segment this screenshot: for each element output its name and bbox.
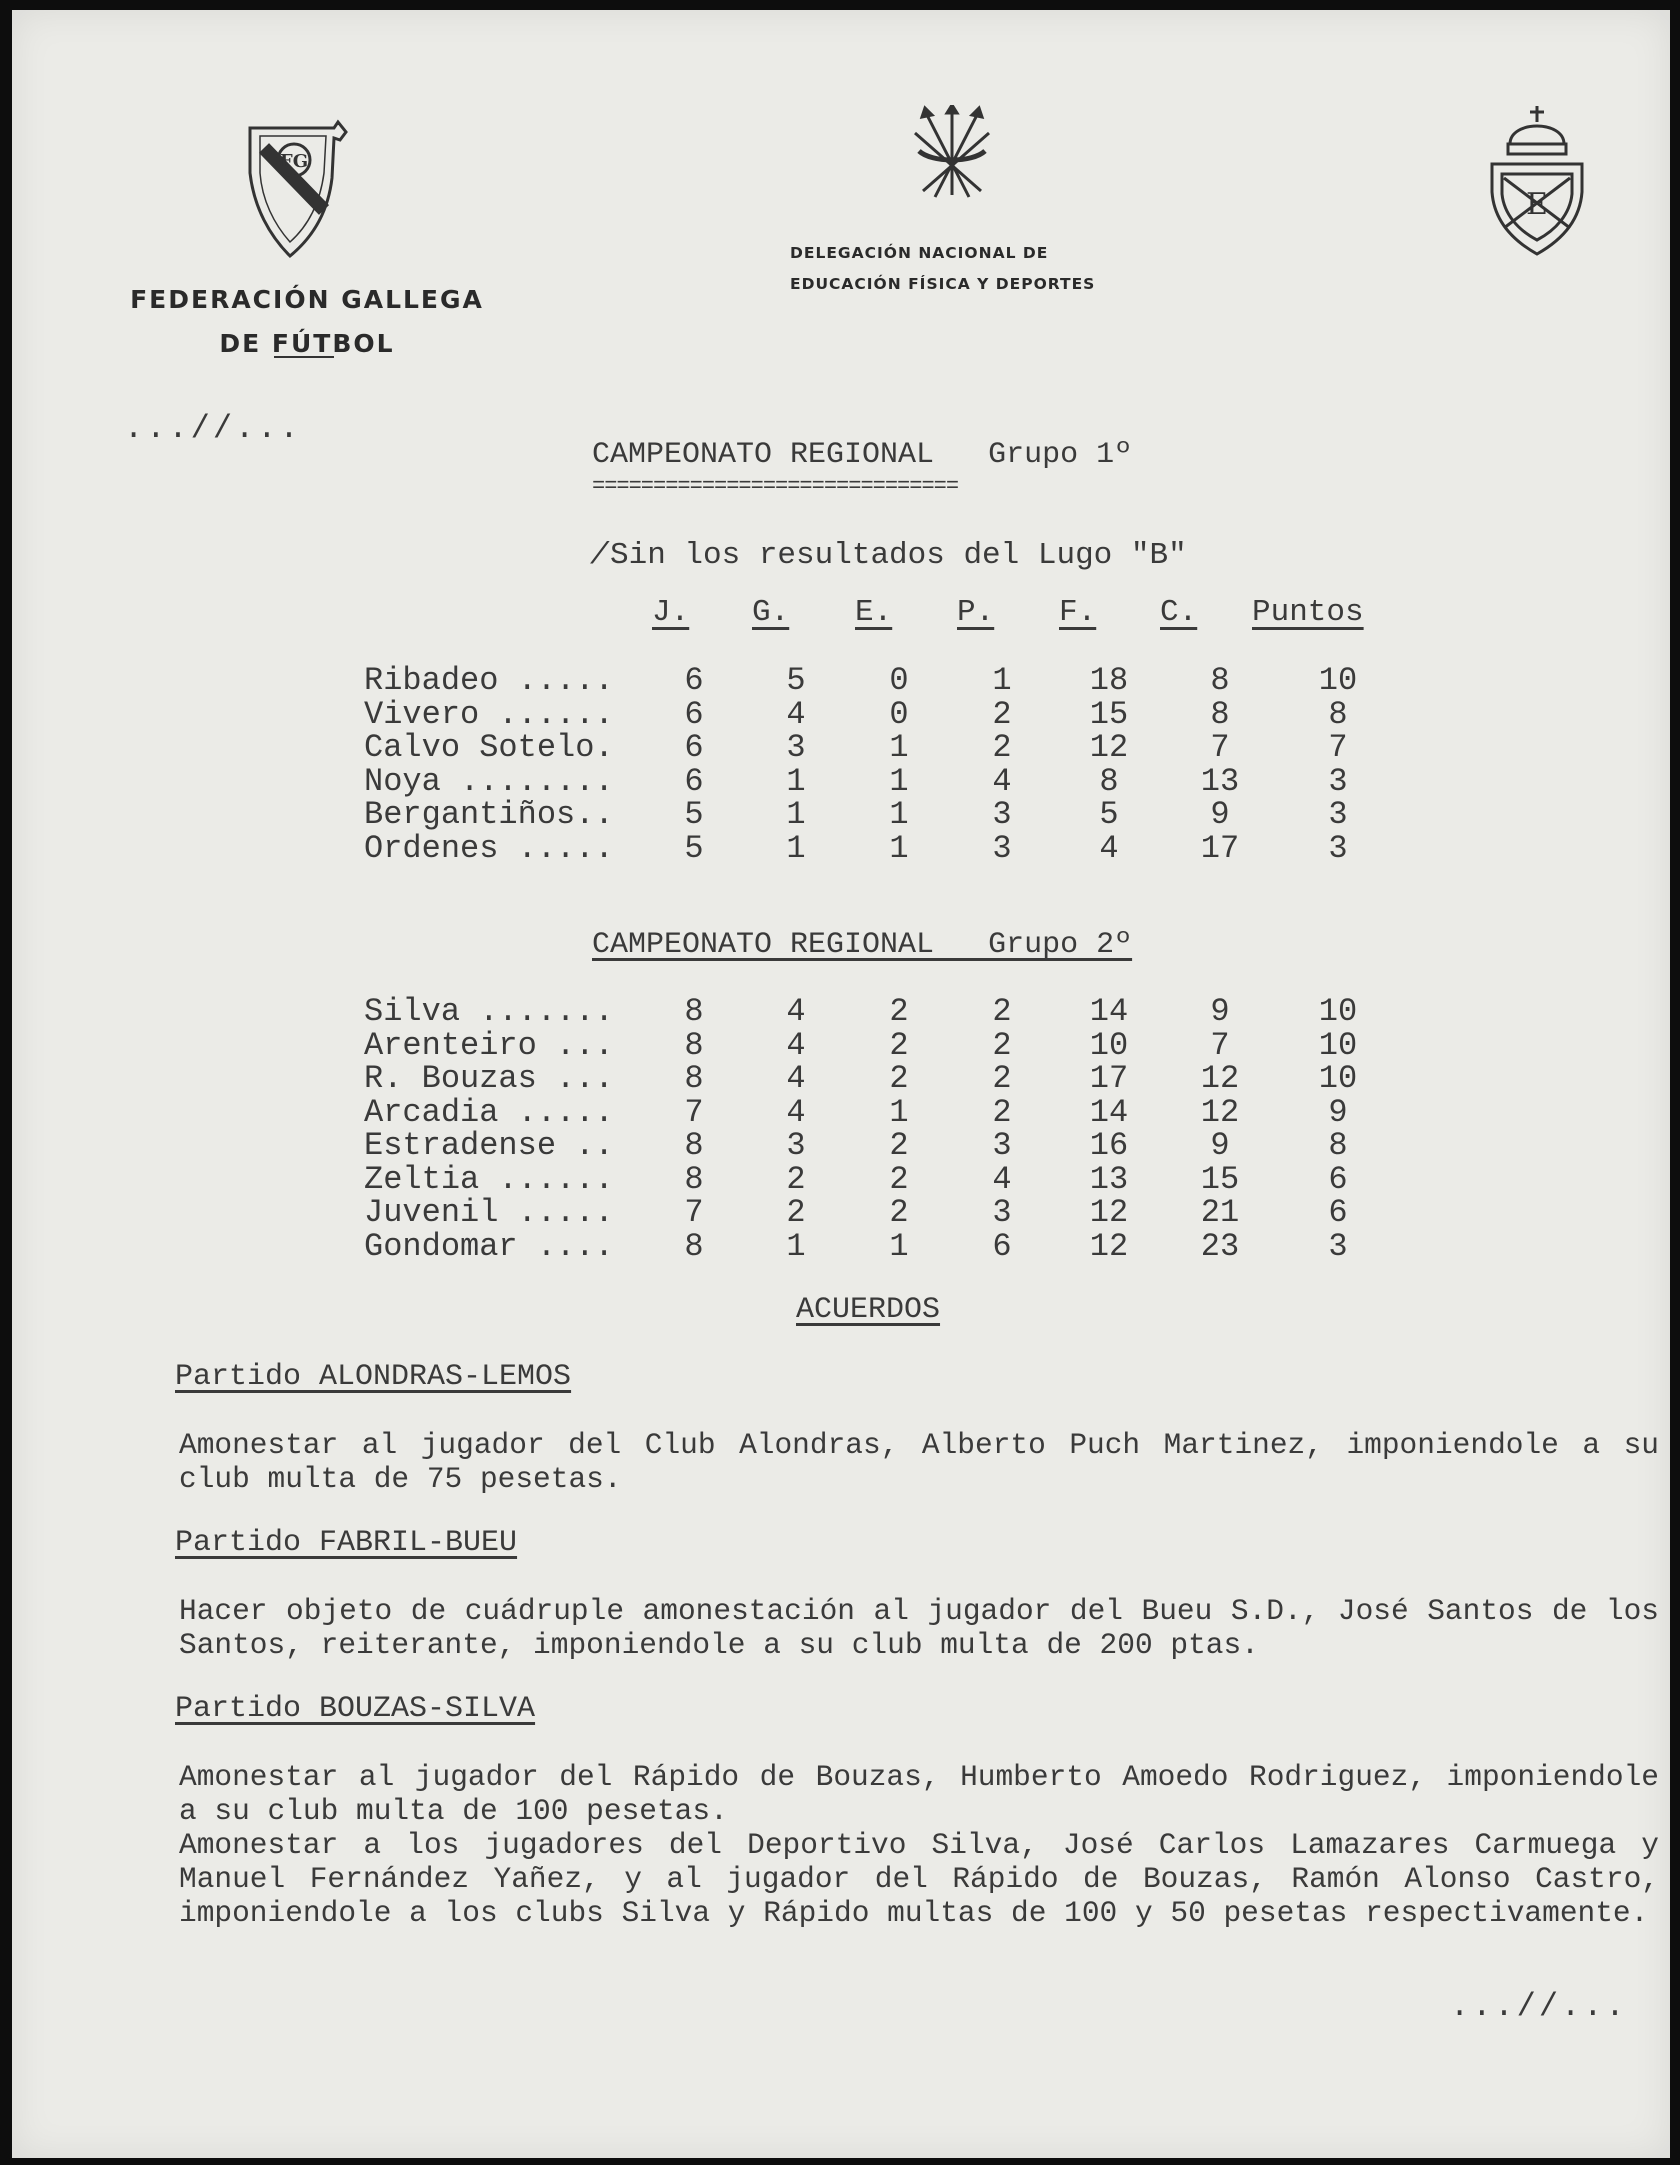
stat-cell: 17 — [1089, 1060, 1129, 1097]
stat-cell: 3 — [992, 1194, 1012, 1231]
stat-cell: 6 — [1328, 1194, 1348, 1231]
stat-cell: 15 — [1089, 695, 1129, 733]
yoke-and-arrows-icon — [907, 105, 997, 205]
stat-cell: 10 — [1318, 662, 1358, 699]
stat-cell: 2 — [889, 1194, 909, 1231]
stat-cell: 1 — [786, 796, 806, 833]
group2-title: CAMPEONATO REGIONAL Grupo 2º — [592, 928, 1133, 962]
stat-cell: 12 — [1089, 729, 1129, 766]
stat-cell: 16 — [1089, 1127, 1129, 1164]
team-name: Juvenil ..... — [364, 1194, 614, 1231]
match-2-text — [139, 1594, 1659, 1662]
match-3-paragraph-1: Amonestar al jugador del Rápido de Bouzas, Humberto Amoedo Rodriguez, imponiendole a su club multa de 100 pesetas. — [179, 1760, 1659, 1828]
stat-cell: 8 — [684, 993, 704, 1030]
stat-cell: 4 — [786, 695, 806, 733]
col-p: P. — [957, 595, 995, 630]
stat-cell: 2 — [992, 1026, 1012, 1064]
stat-cell: 2 — [889, 1060, 909, 1097]
stat-cell: 6 — [684, 762, 704, 800]
stat-cell: 1 — [889, 1227, 909, 1265]
stat-cell: 3 — [1328, 1227, 1348, 1265]
stat-cell: 3 — [992, 1127, 1012, 1164]
stat-cell: 5 — [684, 829, 704, 867]
team-name: Calvo Sotelo. — [364, 729, 614, 766]
team-name: Zeltia ...... — [364, 1160, 614, 1198]
table-row — [364, 765, 1400, 799]
stat-cell: 8 — [684, 1127, 704, 1164]
stat-cell: 15 — [1200, 1160, 1240, 1198]
stat-cell: 1 — [786, 1227, 806, 1265]
table-row — [364, 1129, 1400, 1163]
match-heading-3: Partido BOUZAS-SILVA — [175, 1692, 536, 1726]
stat-cell: 1 — [889, 796, 909, 833]
table-row — [364, 832, 1400, 866]
stat-cell: 1 — [889, 762, 909, 800]
document-page — [12, 10, 1670, 2158]
standings-header — [12, 595, 1670, 635]
match-1-paragraph-1: Amonestar al jugador del Club Alondras, Alberto Puch Martinez, imponiendole a su club multa de 75 pesetas. — [179, 1428, 1659, 1496]
table-row — [364, 1062, 1400, 1096]
stat-cell: 5 — [684, 796, 704, 833]
delegation-line-1: DELEGACIÓN NACIONAL DE — [790, 244, 1049, 262]
group1-title: CAMPEONATO REGIONAL Grupo 1º — [592, 438, 1133, 472]
table-row — [364, 731, 1400, 765]
stat-cell: 8 — [1210, 662, 1230, 699]
stat-cell: 6 — [1328, 1160, 1348, 1198]
stat-cell: 3 — [786, 729, 806, 766]
stat-cell: 2 — [889, 1127, 909, 1164]
stat-cell: 5 — [1099, 796, 1119, 833]
stat-cell: 1 — [786, 829, 806, 867]
team-name: Ordenes ..... — [364, 829, 614, 867]
table-row — [364, 1029, 1400, 1063]
stat-cell: 9 — [1210, 993, 1230, 1030]
stat-cell: 8 — [1328, 695, 1348, 733]
stat-cell: 6 — [684, 662, 704, 699]
stat-cell: 8 — [1210, 695, 1230, 733]
stat-cell: 1 — [992, 662, 1012, 699]
stat-cell: 13 — [1200, 762, 1240, 800]
stat-cell: 8 — [684, 1060, 704, 1097]
stat-cell: 2 — [889, 993, 909, 1030]
stat-cell: 6 — [684, 695, 704, 733]
svg-text:FG: FG — [279, 151, 309, 172]
col-g: G. — [752, 595, 790, 630]
group2-standings-table — [364, 995, 1400, 1263]
team-name: Arenteiro ... — [364, 1026, 614, 1064]
table-row — [364, 995, 1400, 1029]
stat-cell: 4 — [786, 1026, 806, 1064]
stat-cell: 0 — [889, 662, 909, 699]
stat-cell: 2 — [786, 1194, 806, 1231]
team-name: Gondomar .... — [364, 1227, 614, 1265]
federation-rule — [274, 356, 334, 358]
team-name: Vivero ...... — [364, 695, 614, 733]
stat-cell: 7 — [684, 1194, 704, 1231]
col-c: C. — [1160, 595, 1198, 630]
group1-standings-table — [364, 664, 1400, 865]
delegation-name — [790, 238, 1130, 300]
stat-cell: 2 — [786, 1160, 806, 1198]
match-1-text — [139, 1428, 1659, 1496]
stat-cell: 4 — [786, 1093, 806, 1131]
stat-cell: 4 — [786, 1060, 806, 1097]
stat-cell: 7 — [1210, 1026, 1230, 1064]
match-3-text — [139, 1760, 1659, 1930]
stat-cell: 4 — [786, 993, 806, 1030]
team-name: Arcadia ..... — [364, 1093, 614, 1131]
table-row — [364, 798, 1400, 832]
table-row — [364, 698, 1400, 732]
team-name: R. Bouzas ... — [364, 1060, 614, 1097]
table-row — [364, 664, 1400, 698]
stat-cell: 1 — [786, 762, 806, 800]
stat-cell: 1 — [889, 829, 909, 867]
stat-cell: 8 — [684, 1160, 704, 1198]
stat-cell: 12 — [1089, 1194, 1129, 1231]
agreements-title: ACUERDOS — [796, 1293, 941, 1327]
stat-cell: 7 — [1210, 729, 1230, 766]
col-j: J. — [652, 595, 690, 630]
stat-cell: 7 — [1328, 729, 1348, 766]
stat-cell: 2 — [992, 729, 1012, 766]
stat-cell: 9 — [1210, 1127, 1230, 1164]
stat-cell: 8 — [1328, 1127, 1348, 1164]
stat-cell: 12 — [1200, 1060, 1240, 1097]
match-heading-1: Partido ALONDRAS-LEMOS — [175, 1360, 572, 1394]
svg-text:E: E — [1526, 187, 1548, 222]
stat-cell: 5 — [786, 662, 806, 699]
federation-name — [127, 278, 487, 366]
stat-cell: 9 — [1210, 796, 1230, 833]
crowned-emblem-icon — [1482, 102, 1592, 262]
stat-cell: 7 — [684, 1093, 704, 1131]
table-row — [364, 1196, 1400, 1230]
stat-cell: 6 — [992, 1227, 1012, 1265]
stat-cell: 12 — [1200, 1093, 1240, 1131]
note-mark-icon: / — [590, 538, 609, 573]
col-puntos: Puntos — [1252, 595, 1364, 630]
continuation-mark-bottom: ...//... — [1450, 1988, 1628, 2025]
stat-cell: 12 — [1089, 1227, 1129, 1265]
stat-cell: 8 — [684, 1227, 704, 1265]
team-name: Noya ........ — [364, 762, 614, 800]
stat-cell: 13 — [1089, 1160, 1129, 1198]
stat-cell: 9 — [1328, 1093, 1348, 1131]
stat-cell: 14 — [1089, 993, 1129, 1030]
federation-shield-icon — [242, 118, 352, 263]
federation-line-1: FEDERACIÓN GALLEGA — [130, 285, 484, 314]
stat-cell: 10 — [1089, 1026, 1129, 1064]
stat-cell: 10 — [1318, 1026, 1358, 1064]
stat-cell: 4 — [992, 762, 1012, 800]
stat-cell: 14 — [1089, 1093, 1129, 1131]
stat-cell: 3 — [1328, 762, 1348, 800]
table-row — [364, 1230, 1400, 1264]
table-row — [364, 1163, 1400, 1197]
stat-cell: 3 — [1328, 796, 1348, 833]
stat-cell: 2 — [992, 993, 1012, 1030]
stat-cell: 2 — [992, 1060, 1012, 1097]
team-name: Silva ....... — [364, 993, 614, 1030]
stat-cell: 10 — [1318, 993, 1358, 1030]
group1-note — [592, 538, 1187, 573]
stat-cell: 3 — [992, 829, 1012, 867]
team-name: Ribadeo ..... — [364, 662, 614, 699]
stat-cell: 2 — [889, 1026, 909, 1064]
stat-cell: 3 — [992, 796, 1012, 833]
stat-cell: 2 — [992, 1093, 1012, 1131]
federation-line-2: DE FÚTBOL — [219, 329, 395, 358]
col-f: F. — [1059, 595, 1097, 630]
match-3-paragraph-2: Amonestar a los jugadores del Deportivo Silva, José Carlos Lamazares Carmuega y Manuel Fernández Yañez, y al jugador del Rápido de Bouzas, Ramón Alonso Castro, imponiendole a los clubs Silva y Rápido multas de 100 y 50 pesetas respectivamente. — [179, 1828, 1659, 1930]
stat-cell: 18 — [1089, 662, 1129, 699]
stat-cell: 17 — [1200, 829, 1240, 867]
stat-cell: 2 — [992, 695, 1012, 733]
stat-cell: 2 — [889, 1160, 909, 1198]
team-name: Estradense .. — [364, 1127, 614, 1164]
stat-cell: 23 — [1200, 1227, 1240, 1265]
stat-cell: 4 — [1099, 829, 1119, 867]
stat-cell: 21 — [1200, 1194, 1240, 1231]
stat-cell: 8 — [1099, 762, 1119, 800]
match-2-paragraph-1: Hacer objeto de cuádruple amonestación al jugador del Bueu S.D., José Santos de los Santos, reiterante, imponiendole a su club multa de 200 ptas. — [179, 1594, 1659, 1662]
stat-cell: 10 — [1318, 1060, 1358, 1097]
stat-cell: 3 — [1328, 829, 1348, 867]
table-row — [364, 1096, 1400, 1130]
stat-cell: 6 — [684, 729, 704, 766]
stat-cell: 3 — [786, 1127, 806, 1164]
group1-note-text: Sin los resultados del Lugo "B" — [610, 538, 1187, 573]
stat-cell: 1 — [889, 1093, 909, 1131]
stat-cell: 8 — [684, 1026, 704, 1064]
match-heading-2: Partido FABRIL-BUEU — [175, 1526, 518, 1560]
col-e: E. — [855, 595, 893, 630]
stat-cell: 1 — [889, 729, 909, 766]
continuation-mark-top: ...//... — [124, 410, 302, 447]
stat-cell: 0 — [889, 695, 909, 733]
group1-title-underline: ============================== — [592, 474, 959, 499]
team-name: Bergantiños.. — [364, 796, 614, 833]
stat-cell: 4 — [992, 1160, 1012, 1198]
delegation-line-2: EDUCACIÓN FÍSICA Y DEPORTES — [790, 275, 1096, 293]
